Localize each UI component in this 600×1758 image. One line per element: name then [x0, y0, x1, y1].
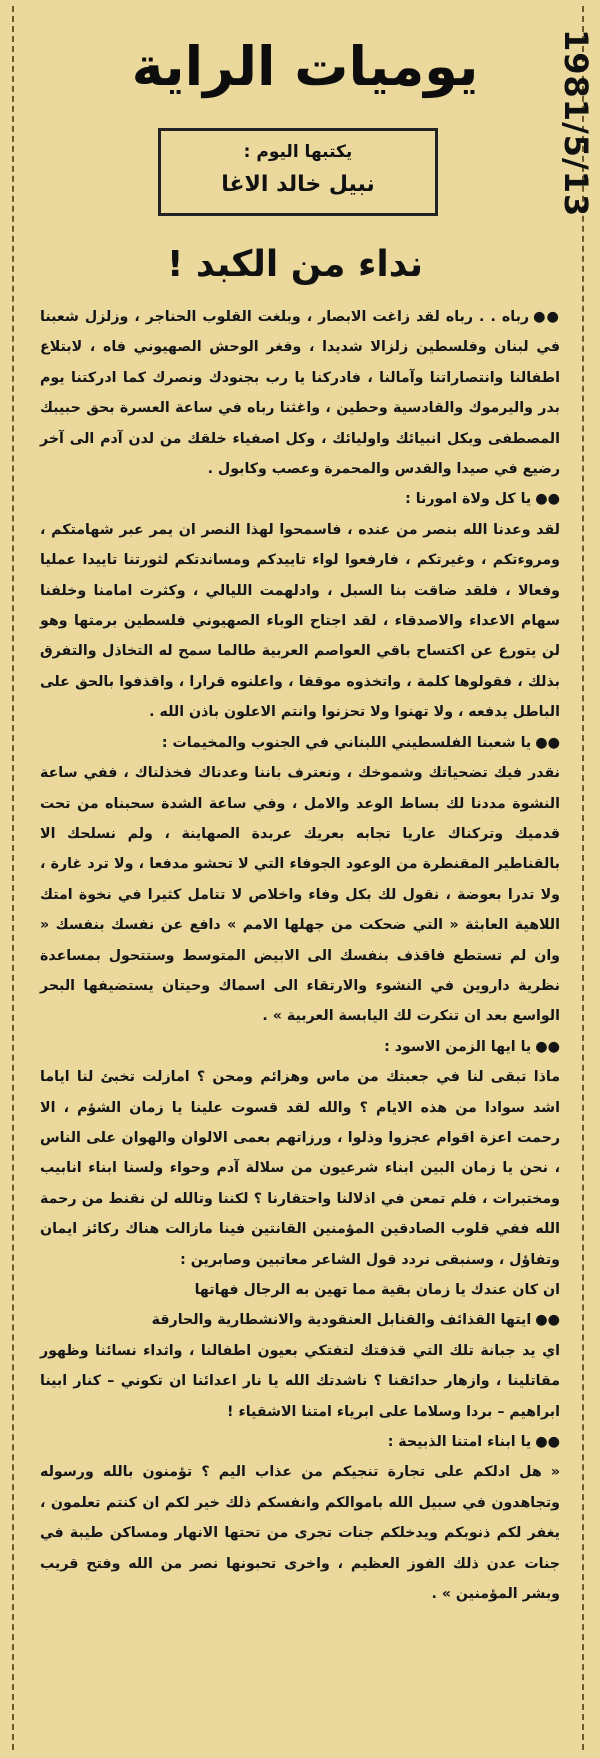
column-masthead: يوميات الراية: [131, 35, 479, 98]
paragraph-text: ايتها القذائف والقنابل العنقودية والانشطارية والحارقة: [151, 1312, 532, 1329]
bullet-marker: ●●: [535, 491, 560, 508]
paragraph-text: « هل ادلكم على تجارة تنجيكم من عذاب اليم ؟ تؤمنون بالله ورسوله وتجاهدون في سبيل الله باموالكم وانفسكم ذلك خير لكم ان كنتم تعلمون ، يغفر لكم ذنوبكم ويدخلكم جنات تجرى من تحتها الانهار ومساكن طيبة في جنات عدن ذلك الفوز العظيم ، واخرى تحبونها نصر من الله وفتح قريب وبشر المؤمنين » .: [40, 1464, 560, 1603]
article-paragraph: [40, 484, 560, 514]
bullet-marker: ●●: [535, 734, 560, 751]
paragraph-text: يا كل ولاة امورنا :: [405, 491, 532, 508]
paragraph-text: ان كان عندك يا زمان بقية مما تهين به الرجال فهاتها: [194, 1282, 560, 1298]
article-paragraph: [40, 1457, 560, 1609]
bullet-marker: ●●: [535, 1312, 560, 1329]
article-paragraph: [40, 728, 560, 758]
article-paragraph: [40, 1062, 560, 1275]
article-paragraph: [40, 1305, 560, 1335]
bullet-marker: ●●: [535, 1038, 560, 1055]
author-name: نبيل خالد الاغا: [221, 172, 375, 197]
paragraph-text: رباه . . رباه لقد زاغت الابصار ، وبلغت القلوب الحناجر ، وزلزل شعبنا في لبنان وفلسطين زلزالا شديدا ، وفغر الوحش الصهيوني فاه ، لابتلاع اطفالنا وانتصاراتنا وآمالنا ، فادركنا يا رب بجنودك ونصرك كما ادركتنا يوم بدر واليرموك والقادسية وحطين ، واغثنا رباه في ساعة العسرة بحق حبيبك المصطفى وبكل انبيائك واوليائك ، وكل اصفياء خلقك من لدن آدم الى آخر رضيع في صيدا والقدس والمحمرة وعصب وكابول .: [40, 309, 560, 478]
paragraph-text: يا ايها الزمن الاسود :: [384, 1038, 532, 1055]
paragraph-text: يا شعبنا الفلسطيني اللبناني في الجنوب والمخيمات :: [161, 734, 532, 751]
paragraph-text: اي يد جبانة تلك التي قذفتك لتفتكي بعيون اطفالنا ، واثداء نسائنا وظهور مقاتلينا ، وازهار حدائقنا ؟ ناشدتك الله يا نار اعدائنا ان تكوني – كنار ابينا ابراهيم – بردا وسلاما على ابرياء امتنا الاشقياء !: [40, 1342, 560, 1420]
article-body: [40, 302, 560, 1742]
article-headline: نداء من الكبد !: [166, 244, 424, 285]
article-paragraph: [40, 515, 560, 728]
byline-box: [158, 128, 438, 216]
article-paragraph: [40, 1032, 560, 1062]
article-paragraph: [40, 1275, 560, 1305]
paragraph-text: لقد وعدنا الله بنصر من عنده ، فاسمحوا لهذا النصر ان يمر عبر شهامتكم ، ومروءتكم ، وغيرتكم ، فارفعوا لواء تاييدكم ومساندتكم لثورتنا تاييدا عمليا وفعالا ، فلقد ضاقت بنا السبل ، وادلهمت الليالي ، وكثرت امامنا وخلفنا سهام الاعداء والاصدقاء ، لقد اجتاح الوباء الصهيوني فلسطين برمتها وهو لن يتورع عن اكتساح باقي العواصم العربية طالما سمح له التخاذل والتفرق بذلك ، فقولوها كلمة ، واتخذوه موقفا ، واعلنوه قرارا ، واقذفوا بالحق على الباطل يدفعه ، ولا تهنوا ولا تحزنوا وانتم الاعلون باذن الله .: [40, 521, 560, 721]
article-paragraph: [40, 1427, 560, 1457]
paragraph-text: يا ابناء امتنا الذبيحة :: [387, 1434, 532, 1451]
bullet-marker: ●●: [533, 309, 560, 325]
article-paragraph: [40, 758, 560, 1032]
date-stamp: 1981/5/13: [557, 28, 595, 218]
article-paragraph: [40, 302, 560, 484]
article-paragraph: [40, 1336, 560, 1427]
bullet-marker: ●●: [535, 1434, 560, 1451]
paragraph-text: نقدر فيك تضحياتك وشموخك ، ونعترف باننا وعدناك فخذلناك ، ففي ساعة النشوة مددنا لك بساط الوعد والامل ، وفي ساعة الشدة سحبناه من تحت قدميك وتركناك عاريا تجابه بعريك عربدة الصهاينة ، ولم نسلحك الا بالقناطير المقنطرة من الوعود الجوفاء التي لا تحشو مدفعا ، ولا ترد غارة ، ولا تدرا بعوضة ، نقول لك بكل وفاء واخلاص لا تتامل كثيرا في نخوة امتك اللاهية العابثة « التي ضحكت من جهلها الامم » دافع عن نفسك بنفسك « وان لم تستطع فاقذف بنفسك الى الابيض المتوسط وستتحول بمساعدة نظرية داروين في النشوء والارتقاء الى اسماك وحيتان يستضيفها البحر الواسع بعد ان تنكرت لك اليابسة العربية » .: [40, 765, 560, 1025]
paragraph-text: ماذا تبقى لنا في جعبتك من ماس وهزائم ومحن ؟ امازلت تخبئ لنا اياما اشد سوادا من هذه الايام ؟ والله لقد قسوت علينا يا زمان الشؤم ، الا رحمت اعزة اقوام عجزوا وذلوا ، ورزاتهم بعمى الالوان والهوان على الناس ، نحن يا زمان البين ابناء شرعيون من سلالة آدم وحواء ولسنا ابناء انابيب ومختبرات ، فلم تمعن في اذلالنا واحتقارنا ؟ لكننا وتالله لن نقنط من رحمة الله ففي قلوب الصادقين المؤمنين القانتين فينا مازالت هناك ركائز ايمان وتفاؤل ، وسنبقى نردد قول الشاعر معاتبين وصابرين :: [40, 1069, 560, 1268]
byline-intro: يكتبها اليوم :: [243, 142, 353, 162]
